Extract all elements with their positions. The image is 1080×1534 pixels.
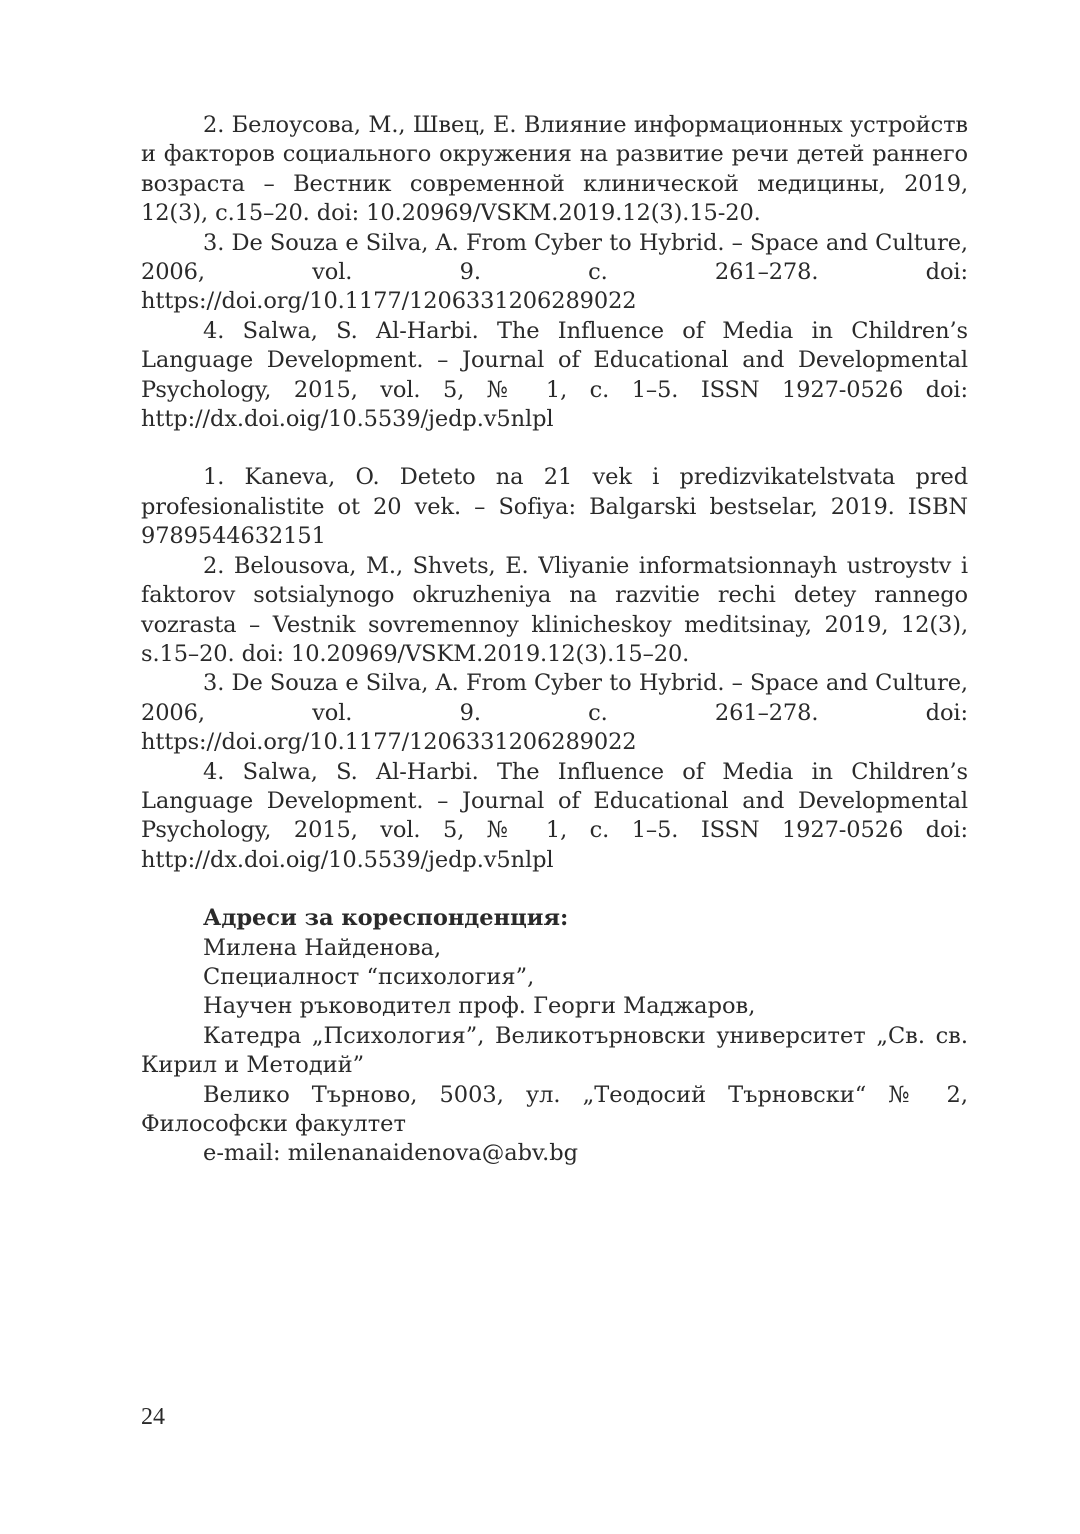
section-spacer [141,434,968,463]
correspondence-heading: Адреси за кореспонденция: [203,905,569,932]
reference-item: 1. Kaneva, O. Deteto na 21 vek i predizvikatelstvata pred profesionalistite ot 20 vek. – Sofiya: Balgarski bestselar, 2019. ISBN 9789544632151 [141,464,968,550]
author-department: Катедра „Психология”, Великотърновски университет „Св. св. Кирил и Методий” [141,1022,968,1079]
page-body [141,111,968,1169]
author-address: Велико Търново, 5003, ул. „Теодосий Търновски“ № 2, Философски факултет [141,1081,968,1137]
references-cyrillic [141,111,968,434]
author-specialty: Специалност “психология”, [203,963,535,990]
reference-item: 4. Salwa, S. Al-Harbi. The Influence of Media in Children’s Language Development. – Journal of Educational and Developmental Psychology, 2015, vol. 5, № 1, c. 1–5. ISSN 1927-0526 doi: http://dx.doi.oig/10.5539/jedp.v5nlpl [141,758,968,873]
reference-item: 3. De Souza e Silva, A. From Cyber to Hybrid. – Space and Culture, 2006, vol. 9. c. 261–278. doi: https://doi.org/10.1177/1206331206289022 [141,229,968,315]
reference-item: 2. Белоусова, М., Швец, Е. Влияние информационных устройств и факторов социального окружения на развитие речи детей раннего возраста – Вестник современной клинической медицины, 2019, 12(3), с.15–20. doi: 10.20969/VSKM.2019.12(3).15-20. [141,112,968,227]
reference-item: 4. Salwa, S. Al-Harbi. The Influence of Media in Children’s Language Development. – Journal of Educational and Developmental Psychology, 2015, vol. 5, № 1, c. 1–5. ISSN 1927-0526 doi: http://dx.doi.oig/10.5539/jedp.v5nlpl [141,317,968,433]
reference-item: 3. De Souza e Silva, A. From Cyber to Hybrid. – Space and Culture, 2006, vol. 9. c. 261–278. doi: https://doi.org/10.1177/1206331206289022 [141,670,968,756]
author-name: Милена Найденова, [203,934,442,961]
correspondence-block [141,904,968,1169]
author-email[interactable]: e-mail: milenanaidenova@abv.bg [203,1140,579,1167]
page-number: 24 [141,1404,165,1430]
author-supervisor: Научен ръководител проф. Георги Маджаров, [203,993,756,1020]
references-latin [141,463,968,875]
reference-item: 2. Belousova, M., Shvets, E. Vliyanie informatsionnayh ustroystv i faktorov sotsialynogo okruzheniya na razvitie rechi detey rannego vozrasta – Vestnik sovremennoy klinicheskoy meditsinay, 2019, 12(3), s.15–20. doi: 10.20969/VSKM.2019.12(3).15–20. [141,552,968,667]
